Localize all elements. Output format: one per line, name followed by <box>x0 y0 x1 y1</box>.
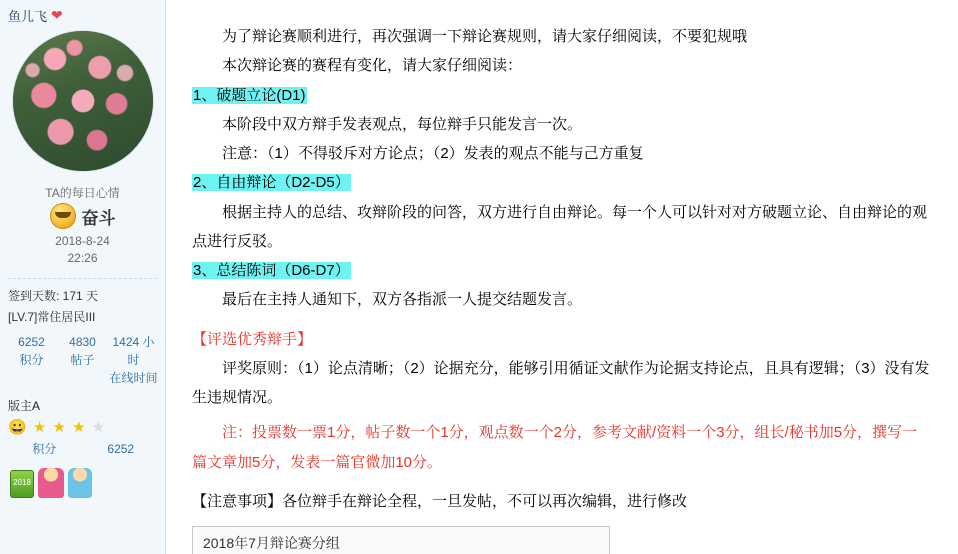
star-icon: ★ <box>32 418 48 436</box>
quote-box[interactable]: 2018年7月辩论赛分组 <box>192 526 610 554</box>
smiley-icon <box>50 203 76 229</box>
avatar-wrapper <box>0 30 165 172</box>
section-3-title-text: 3、总结陈词（D6-D7） <box>193 262 350 279</box>
award-body: 评奖原则：（1）论点清晰；（2）论据充分，能够引用循证文献作为论据支持论点，且具有逻辑；（3）没有发生违规情况。 <box>192 359 930 406</box>
avatar-image <box>13 31 153 171</box>
star-icon: ★ <box>52 418 67 436</box>
mood-row <box>0 203 165 229</box>
stat-online-time-label: 在线时间 <box>109 370 158 385</box>
section-3-body: 最后在主持人通知下，双方各指派一人提交结题发言。 <box>222 291 583 309</box>
spacer <box>192 315 932 325</box>
mood-label: TA的每日心情 <box>45 186 120 200</box>
user-card <box>0 0 166 554</box>
star-icon: ★ <box>72 418 87 436</box>
medal-2018-icon: 2018 <box>10 470 34 498</box>
heart-icon: ❤ <box>51 7 63 23</box>
medal-figure-pink-icon <box>38 468 64 498</box>
stat-posts-value: 4830 <box>69 334 96 349</box>
section-2-body: 根据主持人的总结、攻辩阶段的问答，双方进行自由辩论。每一个人可以针对对方破题立论、自由辩论的观点进行反驳。 <box>192 203 928 250</box>
smiley-badge-icon: 😀 <box>8 418 28 436</box>
medal-figure-blue-icon <box>68 468 92 498</box>
stat-posts[interactable] <box>57 333 108 387</box>
mood-value: 奋斗 <box>81 208 116 228</box>
stat-credits-value: 6252 <box>18 334 45 349</box>
sign-days: 签到天数: 171 天 <box>8 288 99 303</box>
stat-credits-label: 积分 <box>19 352 44 367</box>
user-level: [LV.7]常住居民III <box>8 309 96 324</box>
stat-online-time[interactable] <box>108 333 159 387</box>
mood-date: 2018-8-24 <box>55 234 110 248</box>
section-1-body: 本阶段中双方辩手发表观点，每位辩手只能发言一次。 <box>222 115 583 133</box>
section-1-title <box>192 81 932 110</box>
stat-online-time-value: 1424 小时 <box>112 334 155 367</box>
section-1-title-text: 1、破题立论(D1) <box>193 86 306 104</box>
section-2-title <box>192 168 932 197</box>
username-link[interactable]: 鱼儿飞 <box>8 8 48 24</box>
award-title: 【评选优秀辩手】 <box>192 330 313 348</box>
award-note: 注：投票数一票1分，帖子数一个1分，观点数一个2分，参考文献/资料一个3分，组长/秘书加5分，撰写一篇文章加5分，发表一篇官微加10分。 <box>192 424 918 471</box>
username-row[interactable] <box>0 0 165 26</box>
section-1-note: 注意：（1）不得驳斥对方论点；（2）发表的观点不能与己方重复 <box>222 145 644 162</box>
section-2-title-text: 2、自由辩论（D2-D5） <box>193 174 350 192</box>
stat-posts-label: 帖子 <box>70 352 95 367</box>
post-content <box>166 0 958 554</box>
mood-time: 22:26 <box>67 251 98 266</box>
intro-paragraph-1: 为了辩论赛顺利进行，再次强调一下辩论赛规则，请大家仔细阅读，不要犯规哦 <box>222 28 748 45</box>
star-icon-empty: ★ <box>91 418 107 436</box>
medal-row <box>0 458 165 498</box>
rating-stars <box>0 414 165 436</box>
intro-paragraph-2: 本次辩论赛的赛程有变化，请大家仔细阅读： <box>222 57 523 75</box>
mood-datetime <box>0 233 165 268</box>
stat-credits[interactable] <box>6 333 57 387</box>
user-stats <box>0 325 165 387</box>
notice-paragraph: 【注意事项】各位辩手在辩论全程，一旦发帖，不可以再次编辑，进行修改 <box>192 492 688 510</box>
moderator-role: 版主A <box>8 398 41 413</box>
user-stats-secondary <box>0 436 165 458</box>
section-3-title <box>192 256 932 285</box>
avatar[interactable] <box>12 30 154 172</box>
spacer <box>192 477 932 487</box>
stat2-credits-value: 6252 <box>107 441 135 456</box>
stat2-credits-label: 积分 <box>32 441 57 456</box>
